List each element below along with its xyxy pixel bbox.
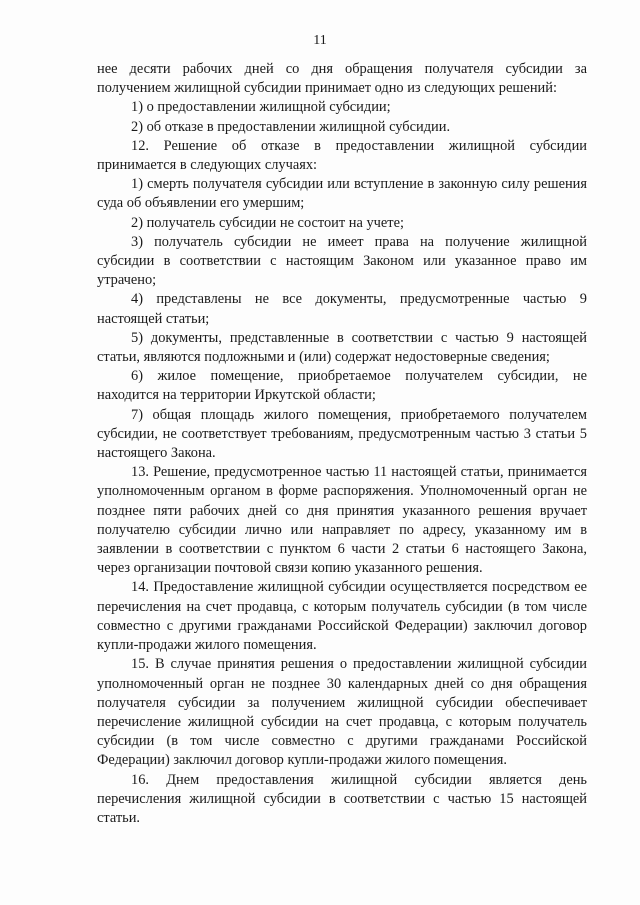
paragraph-14: 14. Предоставление жилищной субсидии осуществляется посредством ее перечисления на счет продавца, с которым получатель субсидии (в том числе совместно с другими гражданами Российской Федерации) заключил договор купли-продажи жилого помещения.	[97, 579, 587, 654]
list-item-case-7: 7) общая площадь жилого помещения, приобретаемого получателем субсидии, не соответствует требованиям, предусмотренным частью 3 статьи 5 настоящего Закона.	[97, 406, 587, 462]
paragraph-16: 16. Днем предоставления жилищной субсидии является день перечисления жилищной субсидии в соответствии с частью 15 настоящей статьи.	[97, 771, 587, 826]
list-item-decision-refuse: 2) об отказе в предоставлении жилищной субсидии.	[131, 118, 451, 135]
paragraph-continuation: нее десяти рабочих дней со дня обращения получателя субсидии за получением жилищной субсидии принимает одно из следующих решений:	[97, 61, 587, 97]
list-item-case-3: 3) получатель субсидии не имеет права на получение жилищной субсидии в соответствии с настоящим Законом или указанное право им утрачено;	[97, 233, 587, 289]
document-body	[97, 60, 587, 828]
list-item-case-4: 4) представлены не все документы, предусмотренные частью 9 настоящей статьи;	[97, 291, 587, 327]
list-item-case-5: 5) документы, представленные в соответствии с частью 9 настоящей статьи, являются подложными и (или) содержат недостоверные сведения;	[97, 329, 587, 366]
paragraph-13: 13. Решение, предусмотренное частью 11 настоящей статьи, принимается уполномоченным органом в форме распоряжения. Уполномоченный орган не позднее пяти рабочих дней со дня принятия указанного решения вручает получателю субсидии лично или направляет по адресу, указанному им в заявлении в соответствии с пунктом 6 части 2 статьи 6 настоящего Закона, через организации почтовой связи копию указанного решения.	[97, 464, 587, 577]
paragraph-12: 12. Решение об отказе в предоставлении жилищной субсидии принимается в следующих случаях:	[97, 137, 587, 174]
list-item-case-6: 6) жилое помещение, приобретаемое получателем субсидии, не находится на территории Иркутской области;	[97, 368, 587, 404]
list-item-decision-grant: 1) о предоставлении жилищной субсидии;	[131, 99, 391, 116]
list-item-case-1: 1) смерть получателя субсидии или вступление в законную силу решения суда об объявлении его умершим;	[97, 176, 587, 212]
list-item-case-2: 2) получатель субсидии не состоит на учете;	[131, 214, 404, 231]
paragraph-15: 15. В случае принятия решения о предоставлении жилищной субсидии уполномоченный орган не позднее 30 календарных дней со дня обращения получателя субсидии за получением жилищной субсидии обеспечивает перечисление жилищной субсидии на счет продавца, с которым получатель субсидии (в том числе совместно с другими гражданами Российской Федерации) заключил договор купли-продажи жилого помещения.	[97, 656, 587, 769]
page-number: 11	[313, 33, 327, 48]
